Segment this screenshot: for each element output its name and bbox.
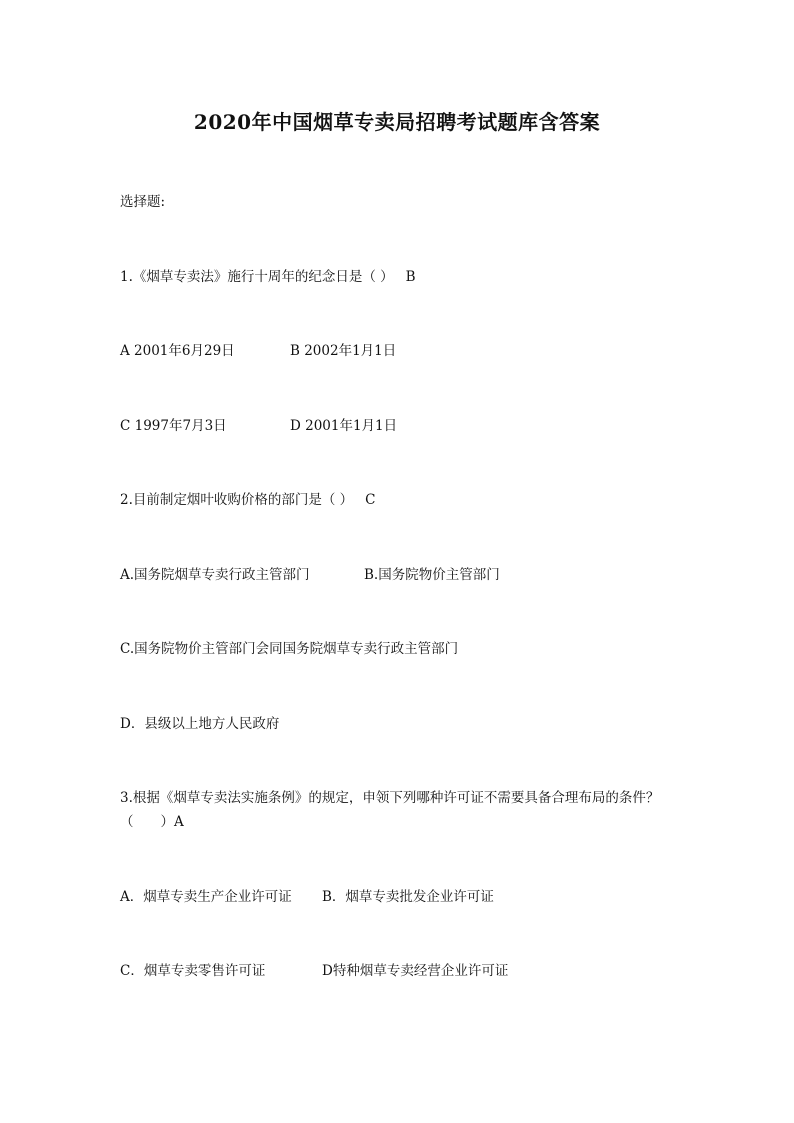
question-2-option-a: A.国务院烟草专卖行政主管部门 — [120, 567, 310, 583]
question-3-option-d: D特种烟草专卖经营企业许可证 — [322, 963, 509, 979]
question-2 — [120, 490, 376, 510]
question-1-answer: B — [405, 269, 416, 285]
question-1-option-d: D 2001年1月1日 — [290, 418, 398, 434]
question-3-stem-line2: （ ） — [120, 814, 174, 830]
question-3-option-c: C．烟草专卖零售许可证 — [120, 963, 266, 979]
question-3-stem: 3.根据《烟草专卖法实施条例》的规定，申领下列哪种许可证不需要具备合理布局的条件？ — [120, 790, 660, 806]
question-3-answer: A — [174, 814, 184, 830]
question-3-option-a: A．烟草专卖生产企业许可证 — [120, 889, 292, 905]
question-3-option-b: B．烟草专卖批发企业许可证 — [322, 889, 494, 905]
section-label: 选择题: — [120, 194, 166, 210]
question-1-option-b: B 2002年1月1日 — [290, 343, 397, 359]
question-1 — [120, 267, 416, 287]
document-title: 2020年中国烟草专卖局招聘考试题库含答案 — [193, 110, 601, 134]
question-1-stem: 1.《烟草专卖法》施行十周年的纪念日是（ ） — [120, 269, 394, 285]
question-2-stem: 2.目前制定烟叶收购价格的部门是（ ） — [120, 492, 354, 508]
question-3-line2 — [120, 812, 184, 832]
question-1-option-a: A 2001年6月29日 — [120, 343, 235, 359]
question-1-option-c: C 1997年7月3日 — [120, 418, 227, 434]
question-2-option-b: B.国务院物价主管部门 — [364, 567, 500, 583]
question-2-option-c: C.国务院物价主管部门会同国务院烟草专卖行政主管部门 — [120, 641, 459, 657]
question-2-option-d: D．县级以上地方人民政府 — [120, 716, 280, 732]
question-2-answer: C — [365, 492, 376, 508]
question-3 — [120, 788, 659, 808]
